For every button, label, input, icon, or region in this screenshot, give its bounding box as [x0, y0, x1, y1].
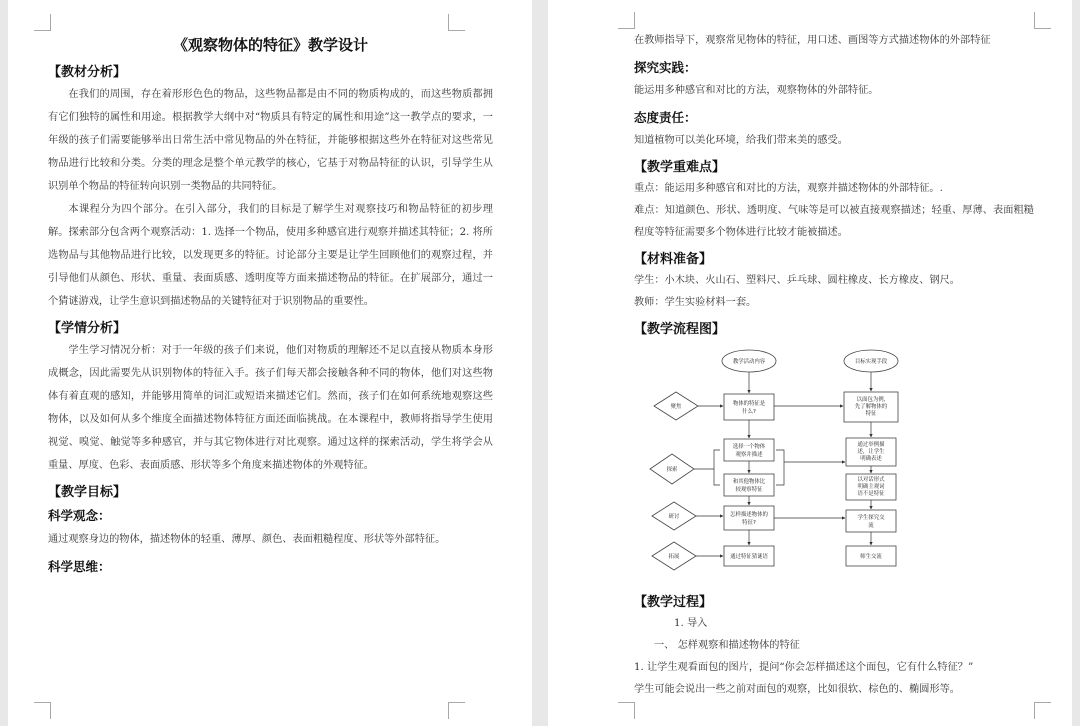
section-heading-materials: 【材料准备】: [634, 252, 713, 267]
flow-box-text: 通过举例描: [857, 442, 885, 448]
flow-activity-box: [724, 394, 774, 420]
flow-box-text: 特征?: [742, 520, 756, 526]
flow-box-text: 以对话形式: [857, 477, 885, 483]
section-heading-teaching-goals: 【教学目标】: [48, 485, 127, 500]
paragraph: 知道植物可以美化环境，给我们带来美的感受。: [634, 135, 848, 146]
flow-box-text: 师生交流: [860, 554, 882, 560]
flow-stage-label: 聚焦: [670, 404, 682, 410]
section-heading-teaching-process: 【教学过程】: [634, 595, 713, 610]
paragraph: 在教师指导下，观察常见物体的特征，用口述、画图等方式描述物体的外部特征: [634, 35, 991, 46]
flow-box-text: 语不是特征: [857, 491, 885, 497]
margin-corner-mark: [34, 702, 51, 719]
flow-box-text: 以面包为例,: [856, 397, 886, 403]
flow-box-text: 明确主观词: [857, 484, 885, 490]
flow-activity-box: [724, 506, 774, 530]
teaching-flowchart: [634, 344, 1034, 579]
left-page-content: [48, 34, 493, 579]
paragraph: 难点：知道颜色、形状、透明度、气味等是可以被直接观察描述；轻重、厚薄、表面粗糙程度等特征需要多个物体进行比较才能被描述。: [634, 205, 1034, 238]
flow-box-text: 明确表述: [860, 456, 882, 462]
paragraph: 学生：小木块、火山石、塑料尺、乒乓球、圆柱橡皮、长方橡皮、钢尺。: [634, 275, 960, 286]
margin-corner-mark: [448, 702, 465, 719]
paragraph: 1. 让学生观看面包的图片，提问“你会怎样描述这个面包，它有什么特征？”: [634, 662, 974, 673]
section-heading-flowchart: 【教学流程图】: [634, 322, 726, 337]
paragraph: 能运用多种感官和对比的方法，观察物体的外部特征。: [634, 85, 879, 96]
right-page: [548, 0, 1072, 726]
subheading-science-thinking: 科学思维：: [48, 559, 111, 574]
paragraph: 学生可能会说出一些之前对面包的观察，比如很软、棕色的、椭圆形等。: [634, 684, 960, 695]
subheading-inquiry-practice: 探究实践：: [634, 60, 697, 75]
flow-box-text: 通过特征猜谜语: [730, 554, 768, 560]
flow-box-text: 和其他物体比: [732, 479, 766, 485]
flow-box-text: 观察并描述: [735, 452, 763, 458]
list-item: 1. 导入: [674, 618, 708, 629]
margin-corner-mark: [1034, 702, 1051, 719]
right-page-content: [634, 30, 1034, 701]
paragraph: 教师：学生实验材料一套。: [634, 297, 757, 308]
list-item: 一、 怎样观察和描述物体的特征: [654, 640, 800, 651]
flow-box-text: 较观察特征: [735, 487, 763, 493]
document-title: 《观察物体的特征》教学设计: [172, 36, 368, 54]
margin-corner-mark: [34, 14, 51, 31]
flow-box-text: 流: [868, 523, 874, 529]
paragraph: 学生学习情况分析：对于一年级的孩子们来说，他们对物质的理解还不足以直接从物质本身形成概念，因此需要先从识别物体的特征入手。孩子们每天都会接触各种不同的物体，他们对这些物体有着直观的感知，并能够用简单的词汇或短语来描述它们。然而，孩子们在如何系统地观察这些物体，以及如何从多个维度全面描述物体特征方面还面临挑战。在本课程中，教师将指导学生使用视觉、嗅觉、触觉等多种感官，并与其它物体进行对比观察。通过这样的探索活动，学生将学会从重量、厚度、色彩、表面质感、形状等多个角度来描述物体的外观特征。: [48, 345, 493, 471]
margin-corner-mark: [618, 12, 635, 29]
margin-corner-mark: [618, 702, 635, 719]
paragraph: 通过观察身边的物体，描述物体的轻重、薄厚、颜色、表面粗糙程度、形状等外部特征。: [48, 534, 446, 545]
paragraph: 在我们的周围，存在着形形色色的物品，这些物品都是由不同的物质构成的，而这些物质都拥有它们独特的属性和用途。根据教学大纲中对“物质具有特定的属性和用途”这一教学点的要求，一年级的孩子们需要能够举出日常生活中常见物品的外在特征，并能够根据这些外在特征对这些常见物品进行比较和分类。分类的理念是整个单元教学的核心，它基于对物品特征的认识，引导学生从识别单个物品的特征转向识别一类物品的共同特征。: [48, 89, 493, 192]
flow-box-text: 先了解物体的: [854, 404, 888, 410]
subheading-attitude-responsibility: 态度责任：: [634, 110, 697, 125]
flow-stage-label: 研讨: [668, 514, 680, 520]
paragraph: 重点：能运用多种感官和对比的方法，观察并描述物体的外部特征。.: [634, 183, 943, 194]
flow-stage-label: 探索: [666, 467, 678, 473]
flow-header-activity-label: 教学活动内容: [732, 359, 766, 365]
section-heading-student-analysis: 【学情分析】: [48, 321, 127, 336]
flow-stage-label: 拓展: [668, 554, 680, 560]
flow-box-text: 什么?: [742, 409, 756, 415]
subheading-science-concept: 科学观念：: [48, 508, 111, 523]
margin-corner-mark: [1034, 12, 1051, 29]
section-heading-textbook-analysis: 【教材分析】: [48, 65, 127, 80]
paragraph: 本课程分为四个部分。在引入部分，我们的目标是了解学生对观察技巧和物品特征的初步理解。探索部分包含两个观察活动：1. 选择一个物品，使用多种感官进行观察并描述其特征；2. 将所选物品与其他物品进行比较，以发现更多的特征。讨论部分主要是让学生回顾他们的观察过程，并引导他们从颜色、形状、重量、表面质感、透明度等方面来描述物品的特征。在扩展部分，通过一个猜谜游戏，让学生意识到描述物品的关键特征对于识别物品的重要性。: [48, 204, 493, 307]
section-heading-key-points: 【教学重难点】: [634, 160, 726, 175]
flow-box-text: 怎样描述物体的: [730, 512, 768, 518]
margin-corner-mark: [448, 14, 465, 31]
flow-box-text: 特征: [865, 411, 877, 417]
flow-box-text: 物体的特征是: [732, 401, 766, 407]
left-page: [8, 0, 532, 726]
flow-box-text: 述，让学生: [857, 449, 885, 455]
flow-box-text: 学生探究交: [857, 515, 885, 521]
flow-header-means-label: 目标实现手段: [854, 359, 888, 365]
flow-box-text: 选择一个物体: [732, 444, 766, 450]
